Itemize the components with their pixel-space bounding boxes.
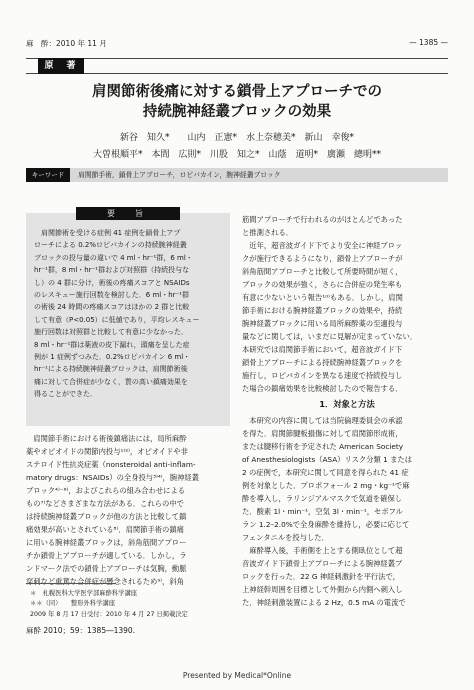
body-text-line: 斜角筋間アプローチと比較して所要時間が短く，: [242, 267, 403, 276]
abstract-line: ローチによる 0.2%ロピバカインの持続腕神経叢: [34, 241, 187, 250]
body-text-line: クが施行できるようになり，鎖骨上アプローチが: [242, 254, 403, 263]
body-text-line: 施行し，ロピバカインを異なる速度で持続投与し: [242, 371, 403, 380]
keywords-text: 肩関節手術，鎖骨上アプローチ，ロピバカイン，腕神経叢ブロック: [78, 171, 281, 179]
article-type-badge: 原 著: [38, 58, 84, 74]
abstract-line: 8 ml・hr⁻¹群は薬液の皮下漏れ，頭痛を呈した症: [34, 340, 190, 349]
body-text-line: 酔を導入し，ラリンジアルマスクで気道を確保し: [242, 494, 403, 503]
footer-credit: Presented by Medical*Online: [182, 671, 292, 680]
body-text-line: 穿刺など重篤な合併症が懸念されるため⁹⁾，斜角: [26, 577, 184, 586]
abstract-line: して有意（P<0.05）に低値であり，平均レスキュー: [34, 315, 200, 324]
right-column-methods: [242, 414, 452, 609]
body-text-line: 例を対象とした．プロポフォール 2 mg・kg⁻¹で麻: [242, 481, 410, 490]
body-text-line: 本研究では肩関節手術において，超音波ガイド下: [242, 345, 403, 354]
abstract-line: 得ることができた．: [34, 390, 97, 399]
section-heading: 1．対象と方法: [319, 399, 375, 409]
keywords-band: [26, 168, 448, 182]
page-number: — 1385 —: [409, 38, 448, 47]
abstract-line: のレスキュー施行回数を検討した．6 ml・hr⁻¹群: [34, 290, 190, 299]
right-column-intro: [242, 213, 452, 395]
body-text-line: に用いる腕神経叢ブロックは，斜角筋間アプロー: [26, 538, 187, 547]
body-text-line: 鎖骨上アプローチによる持続腕神経叢ブロックを: [242, 358, 403, 367]
body-text-line: 節手術における腕神経叢ブロックの効果や，持続: [242, 306, 403, 315]
body-text-line: 麻酔導入後，手術側を上とする側臥位として超: [242, 546, 403, 555]
body-text-line: ラン 1.2–2.0%で全身麻酔を維持し，必要に応じて: [242, 520, 410, 529]
body-text-line: matory drugs：NSAIDs）の全身投与³⁾⁴⁾，腕神経叢: [26, 473, 200, 482]
body-text-line: of Anesthesiologists（ASA）リスク分類 1 または: [242, 455, 412, 464]
abstract-line: 例が 1 症例ずつみた．0.2%ロピバカイン 6 ml・: [34, 352, 191, 361]
abstract-line: hr⁻¹による持続腕神経叢ブロックは，肩関節術後: [34, 365, 188, 374]
body-text-line: もの⁷⁾などさまざまな方法がある．これらの中で: [26, 499, 184, 508]
authors-line-2: 大曽根順平* 本間 広則* 川股 知之* 山蔭 道明* 廣瀬 總明**: [92, 150, 381, 160]
abstract-body: [34, 227, 224, 400]
footnote-affiliation-1: ＊ 札幌医科大学医学部麻酔科学講座: [30, 590, 138, 597]
body-text-line: と推測される．: [242, 228, 294, 237]
authors-line-1: 新谷 知久* 山内 正憲* 水上奈穂美* 新山 幸俊*: [119, 133, 354, 143]
right-column: [242, 213, 452, 609]
article-title-line-1: 肩関節術後痛に対する鎖骨上アプローチでの: [92, 83, 382, 100]
journal-issue: 麻 酔：2010 年 11 月: [26, 39, 107, 48]
keywords-label: キーワード: [26, 168, 70, 182]
left-column-body: [26, 432, 232, 588]
body-text-line: 2 の症例で，本研究に関して同意を得られた 41 症: [242, 468, 409, 477]
body-text-line: た．神経刺激装置による 2 Hz，0.5 mA の電流で: [242, 598, 406, 607]
body-text-line: 量などに関しては，いまだに見解が定まっていない．: [242, 332, 418, 341]
abstract-heading: 要 旨: [76, 207, 180, 220]
abstract-line: ブロックの投与量の違いで 4 ml・hr⁻¹群，6 ml・: [34, 253, 193, 262]
body-text-line: 本研究の内容に関しては当院倫理委員会の承認: [242, 416, 403, 425]
body-text-line: 筋間アプローチで行われるのがほとんどであった: [242, 215, 403, 224]
body-text-line: ンドマーク法での鎖骨上アプローチは気胸，動脈: [26, 564, 187, 573]
abstract-line: 施行回数は対照群と比較して有意に少なかった．: [34, 328, 188, 337]
body-text-line: た．酸素 1l・min⁻¹，空気 3l・min⁻¹，セボフル: [242, 507, 403, 516]
body-text-line: ステロイド性抗炎症薬（nonsteroidal anti-inflam-: [26, 460, 196, 469]
body-text-line: フェンタニルを投与した．: [242, 533, 329, 542]
abstract-line: の術後 24 時間の疼痛スコアはほかの 2 群と比較: [34, 303, 190, 312]
footnote-rule: [26, 583, 116, 584]
body-text-line: ロックを行った．22 G 神経刺激針を平行法で，: [242, 572, 400, 581]
citation: 麻酔 2010；59：1385―1390.: [26, 626, 136, 635]
abstract-line: 肩関節術を受ける症例 41 症例を鎖骨上アプ: [34, 229, 181, 237]
abstract-line: 痛に対して合併症が少なく，質の高い鎮痛効果を: [34, 377, 188, 386]
body-text-line: 音波ガイド下鎖骨上アプローチによる腕神経叢ブ: [242, 559, 403, 568]
body-text-line: た場合の鎮痛効果を比較検討したので報告する．: [242, 384, 403, 393]
article-type-band: [26, 58, 448, 74]
abstract-line: し）の 4 群に分け，術後の疼痛スコアと NSAIDs: [34, 278, 190, 287]
article-title-line-2: 持続腕神経叢ブロックの効果: [142, 103, 332, 120]
body-text-line: 近年，超音波ガイド下でより安全に神経ブロッ: [242, 241, 403, 250]
body-text-line: ブロック⁴⁾⁻⁶⁾，およびこれらの組み合わせによる: [26, 486, 186, 495]
running-header: [26, 38, 448, 50]
body-text-line: チか鎖骨上アプローチが適している．しかし，ラ: [26, 551, 187, 560]
body-text-line: は持続腕神経叢ブロックが他の方法と比較して鎮: [26, 512, 187, 521]
body-text-line: 肩関節手術における術後鎮痛法には，局所麻酔: [26, 434, 187, 443]
body-text-line: 薬やオピオイドの関節内投与¹⁾²⁾，オピオイドや非: [26, 447, 188, 456]
body-text-line: 有意に少ないという報告¹⁰⁾もある．しかし，肩関: [242, 293, 403, 302]
abstract-box: [26, 209, 230, 426]
body-text-line: 上神経幹周囲を目標として外側から内側へ刺入し: [242, 585, 403, 594]
footnote-dates: 2009 年 8 月 17 日受付：2010 年 4 月 27 日掲載決定: [30, 611, 188, 618]
body-text-line: または腱移行術を予定された American Society: [242, 442, 404, 451]
footnote-affiliation-2: ＊＊（同） 整形外科学講座: [30, 600, 116, 607]
body-text-line: ブロックの効果が強く，さらに合併症の発生率も: [242, 280, 403, 289]
body-text-line: を得た．肩関節腱板損傷に対して肩関節形成術，: [242, 429, 403, 438]
body-text-line: 痛効果が高いとされている⁸⁾．肩関節手術の鎮痛: [26, 525, 184, 534]
body-text-line: 腕神経叢ブロックに用いる局所麻酔薬の至適投与: [242, 319, 403, 328]
abstract-line: hr⁻¹群，8 ml・hr⁻¹群および対照群（持続投与な: [34, 266, 190, 275]
